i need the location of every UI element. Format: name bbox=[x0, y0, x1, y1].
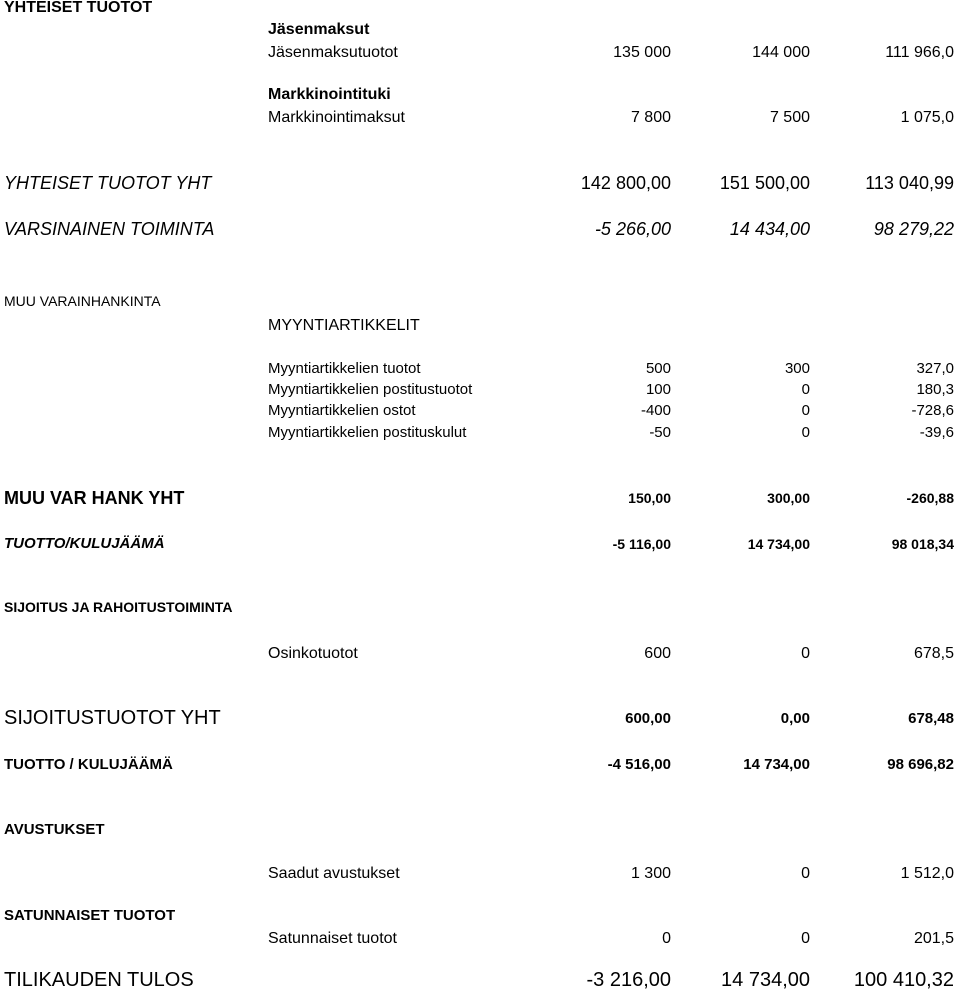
section-title-sijoitus: SIJOITUS JA RAHOITUSTOIMINTA bbox=[4, 599, 233, 615]
value-prev-budget: 151 500,00 bbox=[719, 173, 810, 193]
value-budget: 135 000 bbox=[613, 44, 671, 61]
row-label: Markkinointimaksut bbox=[268, 109, 405, 126]
subheading-jasenmaksut: Jäsenmaksut bbox=[268, 21, 370, 38]
row-label: Myyntiartikkelien postituskulut bbox=[268, 424, 467, 441]
total-label: MUU VAR HANK YHT bbox=[4, 488, 185, 508]
value-budget: 0 bbox=[662, 930, 671, 947]
value-actual: 201,5 bbox=[913, 930, 954, 947]
row-label: Myyntiartikkelien ostot bbox=[268, 402, 416, 419]
value-budget: -50 bbox=[649, 424, 671, 441]
value-budget: 600 bbox=[644, 645, 671, 662]
value-budget: 100 bbox=[645, 381, 671, 398]
value-prev-budget: 0 bbox=[801, 381, 810, 398]
value-actual: -728,6 bbox=[911, 402, 954, 419]
value-budget: -3 216,00 bbox=[586, 969, 671, 991]
value-actual: -260,88 bbox=[906, 490, 954, 506]
value-prev-budget: 7 500 bbox=[769, 109, 810, 126]
total-label: TUOTTO / KULUJÄÄMÄ bbox=[4, 756, 173, 773]
total-label: TUOTTO/KULUJÄÄMÄ bbox=[4, 535, 165, 552]
row-label: Myyntiartikkelien tuotot bbox=[268, 360, 421, 377]
section-title-muu-varainhankinta: MUU VARAINHANKINTA bbox=[4, 293, 161, 309]
value-prev-budget: 0 bbox=[801, 930, 810, 947]
value-budget: -5 266,00 bbox=[594, 219, 671, 239]
value-prev-budget: 144 000 bbox=[752, 44, 810, 61]
value-actual: 327,0 bbox=[916, 360, 954, 377]
value-budget: 150,00 bbox=[628, 490, 671, 506]
section-title-satunnaiset: SATUNNAISET TUOTOT bbox=[4, 907, 176, 924]
subheading-markkinointituki: Markkinointituki bbox=[268, 86, 391, 103]
value-budget: 1 300 bbox=[630, 865, 671, 882]
value-actual: 100 410,32 bbox=[853, 969, 954, 991]
value-actual: 180,3 bbox=[916, 381, 954, 398]
value-actual: 98 018,34 bbox=[891, 536, 954, 552]
total-label: VARSINAINEN TOIMINTA bbox=[4, 219, 215, 239]
value-actual: 1 512,0 bbox=[900, 865, 954, 882]
value-budget: -4 516,00 bbox=[607, 756, 671, 773]
value-prev-budget: 0 bbox=[801, 645, 810, 662]
value-prev-budget: 0 bbox=[801, 424, 810, 441]
section-title-avustukset: AVUSTUKSET bbox=[4, 821, 105, 838]
subheading-myyntiartikkelit: MYYNTIARTIKKELIT bbox=[268, 317, 420, 334]
value-actual: 98 279,22 bbox=[873, 219, 954, 239]
row-label: Jäsenmaksutuotot bbox=[268, 44, 398, 61]
row-label: Satunnaiset tuotot bbox=[268, 930, 397, 947]
value-prev-budget: 0,00 bbox=[780, 710, 810, 727]
value-budget: -400 bbox=[640, 402, 671, 419]
row-label: Myyntiartikkelien postitustuotot bbox=[268, 381, 473, 398]
value-prev-budget: 14 734,00 bbox=[743, 756, 810, 773]
value-prev-budget: 14 734,00 bbox=[747, 536, 810, 552]
value-budget: 600,00 bbox=[625, 710, 671, 727]
value-prev-budget: 14 734,00 bbox=[721, 969, 810, 991]
value-prev-budget: 300 bbox=[784, 360, 810, 377]
value-actual: 1 075,0 bbox=[900, 109, 954, 126]
value-budget: 7 800 bbox=[630, 109, 671, 126]
value-prev-budget: 300,00 bbox=[767, 490, 810, 506]
total-label: YHTEISET TUOTOT YHT bbox=[4, 173, 212, 193]
value-actual: 113 040,99 bbox=[865, 173, 954, 193]
value-actual: -39,6 bbox=[919, 424, 954, 441]
total-label: TILIKAUDEN TULOS bbox=[4, 969, 194, 991]
value-prev-budget: 14 434,00 bbox=[729, 219, 810, 239]
row-label: Osinkotuotot bbox=[268, 645, 358, 662]
value-actual: 678,5 bbox=[913, 645, 954, 662]
section-title-yhteiset-tuotot: YHTEISET TUOTOT bbox=[4, 0, 153, 16]
value-budget: 500 bbox=[645, 360, 671, 377]
value-actual: 111 966,0 bbox=[885, 44, 954, 61]
value-budget: 142 800,00 bbox=[580, 173, 671, 193]
value-prev-budget: 0 bbox=[801, 402, 810, 419]
total-label: SIJOITUSTUOTOT YHT bbox=[4, 707, 221, 729]
value-prev-budget: 0 bbox=[801, 865, 810, 882]
value-actual: 678,48 bbox=[908, 710, 954, 727]
row-label: Saadut avustukset bbox=[268, 865, 400, 882]
value-budget: -5 116,00 bbox=[612, 536, 671, 552]
value-actual: 98 696,82 bbox=[887, 756, 954, 773]
